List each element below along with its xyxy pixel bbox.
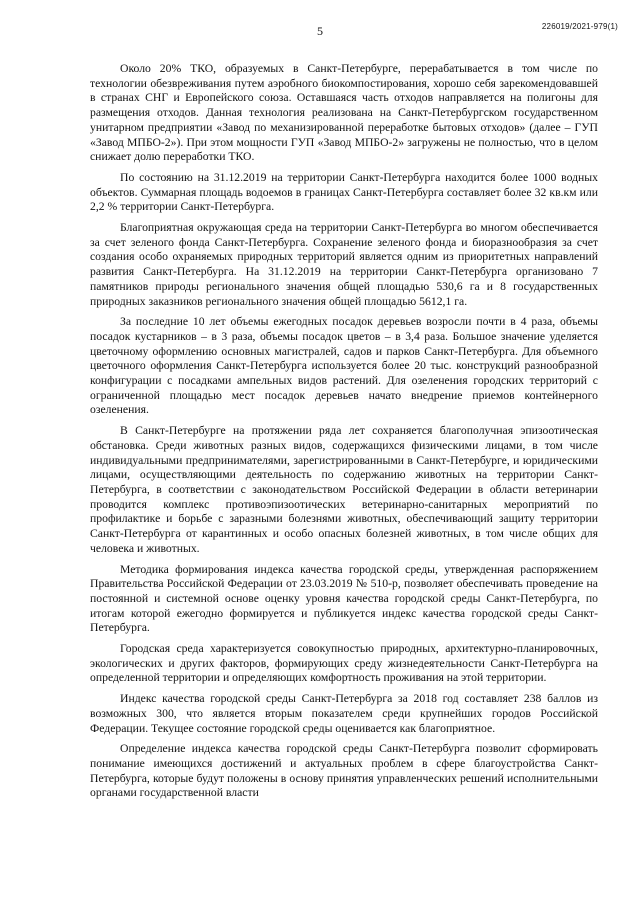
document-body [90,62,598,807]
paragraph-water-bodies: По состоянию на 31.12.2019 на территории Санкт-Петербурга находится более 1000 водных объектов. Суммарная площадь водоемов в границах Санкт-Петербурга составляет более 32 кв.км или 2,2 % территории Санкт-Петербурга. [90,170,598,214]
paragraph-plantings: За последние 10 лет объемы ежегодных посадок деревьев возросли почти в 4 раза, объемы посадок кустарников – в 3 раза, объемы посадок цветов – в 3,4 раза. Большое значение уделяется цветочному оформлению основных магистралей, садов и парков Санкт-Петербурга. Для объемного цветочного оформления Санкт-Петербурга используется более 20 тыс. конструкций разнообразной конфигурации с посадками ампельных видов растений. Для озеленения городских территорий с ограниченной площадью мест посадок деревьев начато внедрение приемов контейнерного озеленения. [90,315,598,417]
page-number: 5 [317,24,323,38]
paragraph-urban-environment: Городская среда характеризуется совокупностью природных, архитектурно-планировочных, экологических и других факторов, формирующих среду жизнедеятельности Санкт-Петербурга на определенной территории и определяющих комфортность проживания на этой территории. [90,642,598,685]
paragraph-methodology: Методика формирования индекса качества городской среды, утвержденная распоряжением Правительства Российской Федерации от 23.03.2019 № 510-р, позволяет обеспечивать проведение на постоянной и системной основе оценку уровня качества городской среды Санкт-Петербурга, по итогам которой ежегодно формируется и публикуется индекс качества городской среды Санкт-Петербурга. [90,562,598,635]
paragraph-waste-processing: Около 20% ТКО, образуемых в Санкт-Петербурге, перерабатывается в том числе по технологии обезвреживания путем аэробного биокомпостирования, хорошо себя зарекомендовавшей в странах СНГ и Европейского союза. Оставшаяся часть отходов направляется на полигоны для размещения отходов. Данная технология реализована на Санкт-Петербургском государственном унитарном предприятии «Завод по механизированной переработке бытовых отходов» (далее – ГУП «Завод МПБО-2»). При этом мощности ГУП «Завод МПБО-2» загружены не полностью, что в целом снижает долю переработки ТКО. [90,62,598,164]
paragraph-epizootic: В Санкт-Петербурге на протяжении ряда лет сохраняется благополучная эпизоотическая обстановка. Среди животных разных видов, содержащихся физическими лицами, в том числе индивидуальными предпринимателями, зарегистрированными в Санкт-Петербурге, и юридическими лицами, осуществляющими деятельность по содержанию животных на территории Санкт-Петербурга, в соответствии с законодательством Российской Федерации в области ветеринарии проводится комплекс противоэпизоотических ветеринарно-санитарных мероприятий по профилактике и борьбе с заразными болезнями животных, обеспечивающий защиту территории Санкт-Петербурга от карантинных и особо опасных болезней животных, в том числе общих для человека и животных. [90,424,598,555]
document-id: 226019/2021-979(1) [541,22,618,31]
paragraph-green-fund: Благоприятная окружающая среда на территории Санкт-Петербурга во многом обеспечивается за счет зеленого фонда Санкт-Петербурга. Сохранение зеленого фонда и биоразнообразия за счет создания особо охраняемых природных территорий является одним из приоритетных направлений развития Санкт-Петербурга. На 31.12.2019 на территории Санкт-Петербурга организовано 7 памятников природы регионального значения общей площадью 530,6 га и 8 государственных природных заказников регионального значения общей площадью 5612,1 га. [90,221,598,308]
paragraph-index-purpose: Определение индекса качества городской среды Санкт-Петербурга позволит сформировать понимание имеющихся достижений и актуальных проблем в сфере благоустройства Санкт-Петербурга, которые будут положены в основу принятия управленческих решений исполнительными органами государственной власти [90,742,598,800]
paragraph-index-2018: Индекс качества городской среды Санкт-Петербурга за 2018 год составляет 238 баллов из возможных 300, что является вторым показателем среди крупнейших городов Российской Федерации. Текущее состояние городской среды оценивается как благоприятное. [90,692,598,735]
